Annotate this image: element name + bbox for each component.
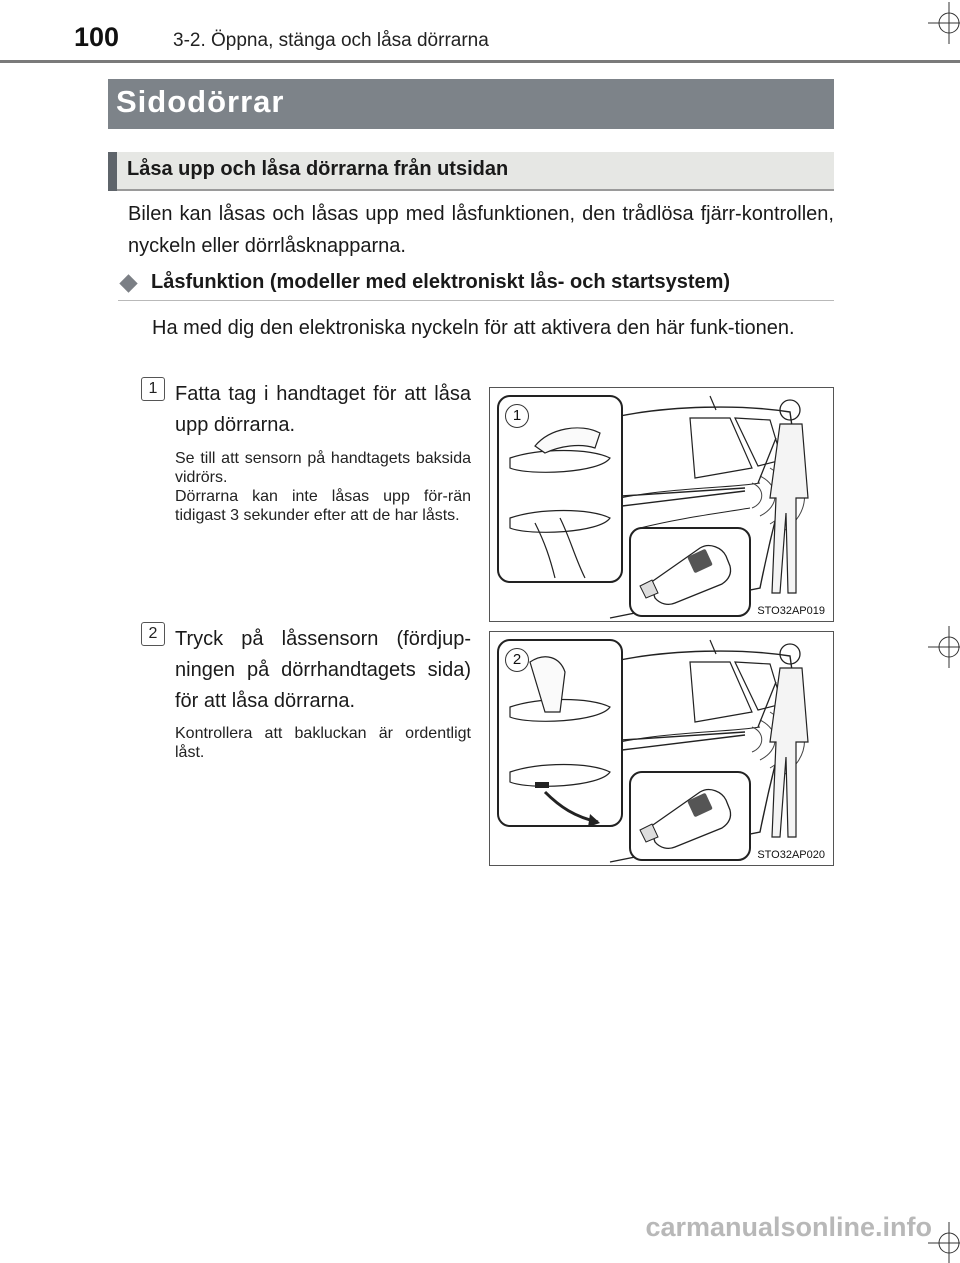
header-rule [0,60,960,63]
step-number: 1 [141,377,165,401]
watermark: carmanualsonline.info [645,1212,932,1242]
function-heading [118,268,834,301]
step-number: 2 [141,622,165,646]
step-note: Se till att sensorn på handtagets baksida vidrörs. Dörrarna kan inte låsas upp för-rän tidigast 3 sekunder efter att de har låsts. [175,450,471,524]
subsection-bar [108,152,834,191]
section-title: Sidodörrar [116,84,285,119]
diamond-bullet-icon [119,274,137,292]
crop-mark-icon [918,2,960,44]
figure-badge: 2 [505,648,529,672]
figure-lock [489,631,834,866]
function-heading-text: Låsfunktion (modeller med elektroniskt lås- och startsystem) [151,271,731,293]
running-header: 3-2. Öppna, stänga och låsa dörrarna [173,30,489,51]
function-description: Ha med dig den elektroniska nyckeln för att aktivera den här funk-tionen. [152,317,795,339]
step-text: Fatta tag i handtaget för att låsa upp dörrarna. [175,383,471,436]
intro-paragraph: Bilen kan låsas och låsas upp med låsfunktionen, den trådlösa fjärr-kontrollen, nyckeln eller dörrlåsknapparna. [128,203,834,257]
figure-unlock [489,387,834,622]
car-door-lock-illustration-icon [490,632,833,865]
figure-code: STO32AP019 [757,605,825,617]
crop-mark-icon [918,626,960,668]
step-text: Tryck på låssensorn (fördjup-ningen på dörrhandtagets sida) för att låsa dörrarna. [175,628,471,712]
step-note: Kontrollera att bakluckan är ordentligt låst. [175,725,471,761]
page-number: 100 [74,22,120,52]
car-door-unlock-illustration-icon [490,388,833,621]
subsection-accent [108,152,117,191]
section-title-bar [108,79,834,129]
figure-badge: 1 [505,404,529,428]
subsection-title: Låsa upp och låsa dörrarna från utsidan [127,158,509,180]
figure-code: STO32AP020 [757,849,825,861]
